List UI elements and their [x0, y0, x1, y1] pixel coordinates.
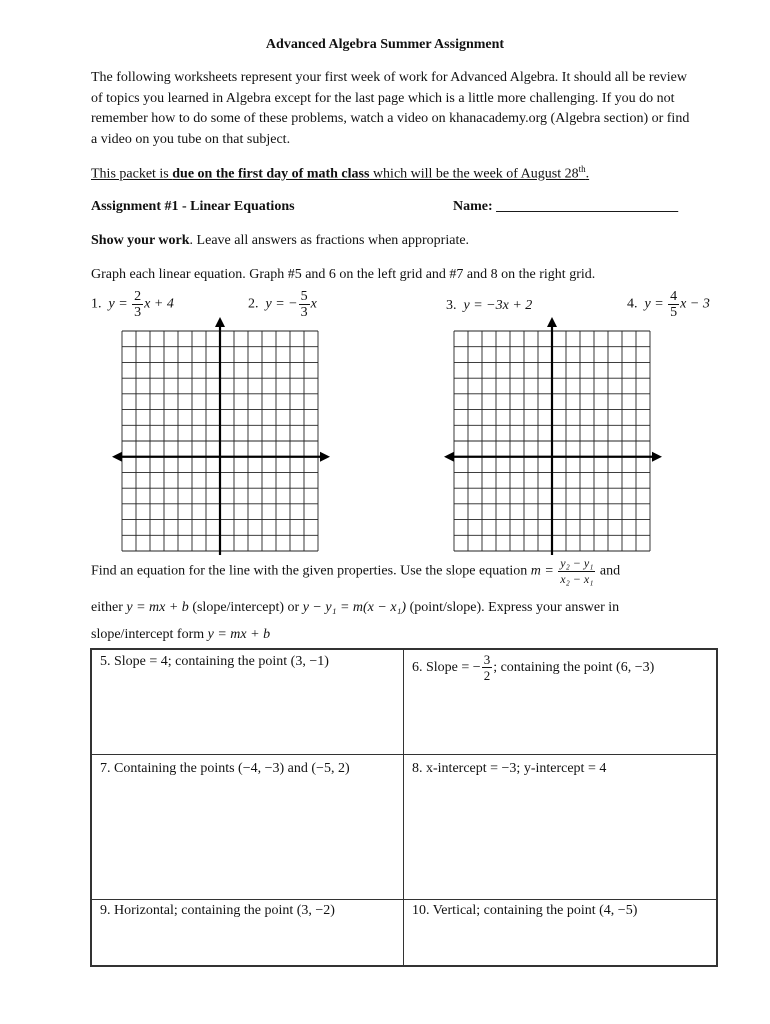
- intro-paragraph: [91, 68, 751, 150]
- y-axis-arrow-icon: [215, 317, 225, 327]
- problem-7-cell[interactable]: [91, 754, 404, 900]
- show-work-instruction: Show your work. Leave all answers as fractions when appropriate.: [91, 233, 470, 248]
- problem-10-cell[interactable]: [403, 899, 717, 966]
- intro-line: a video on you tube on that subject.: [91, 131, 291, 147]
- x-axis-left-arrow-icon: [444, 452, 454, 462]
- x-axis-right-arrow-icon: [652, 452, 662, 462]
- problem-10-text: 10. Vertical; containing the point (4, −5): [412, 903, 638, 918]
- graph-problem-2: 2. y = − $\frac{5}{3}$ x: [248, 289, 317, 320]
- find-equation-instruction: Find an equation for the line with the given properties. Use the slope equation m = $\frac{\text{y₂ − y₁}}{\text{x₂ − x₁}}$ and: [91, 556, 621, 586]
- page-title: Advanced Algebra Summer Assignment: [265, 37, 505, 52]
- problem-5-cell[interactable]: [91, 649, 404, 755]
- assignment-title: Assignment #1 - Linear Equations: [91, 199, 295, 214]
- graph-instruction: Graph each linear equation. Graph #5 and 6 on the left grid and #7 and 8 on the right grid.: [91, 267, 596, 282]
- name-label: Name:: [453, 199, 497, 214]
- intro-line: The following worksheets represent your first week of work for Advanced Algebra. It should all be review: [91, 70, 687, 85]
- due-notice: This packet is due on the first day of math class which will be the week of August 28th.: [91, 164, 590, 182]
- name-field[interactable]: [453, 199, 678, 215]
- x-axis-right-arrow-icon: [320, 452, 330, 462]
- x-axis-left-arrow-icon: [112, 452, 122, 462]
- slope-intercept-form: slope/intercept form y = mx + b: [91, 627, 271, 642]
- problems-table: [90, 648, 718, 967]
- problem-6-text: 6. Slope = − $\frac{3}{2}$ ; containing the point (6, −3): [412, 652, 655, 683]
- problem-7-text: 7. Containing the points (−4, −3) and (−5, 2): [100, 761, 350, 776]
- problem-5-text: 5. Slope = 4; containing the point (3, −1): [100, 654, 329, 669]
- problem-8-cell[interactable]: [403, 754, 717, 900]
- coordinate-grid-left[interactable]: [112, 315, 332, 557]
- problem-8-text: 8. x-intercept = −3; y-intercept = 4: [412, 761, 607, 776]
- y-axis-arrow-icon: [547, 317, 557, 327]
- problem-9-text: 9. Horizontal; containing the point (3, −2): [100, 903, 335, 918]
- name-line[interactable]: __________________________: [496, 199, 679, 214]
- intro-line: remember how to do some of these problems, watch a video on khanacademy.org (Algebra section) or find: [91, 111, 690, 126]
- equation-forms: either y = mx + b (slope/intercept) or y − y₁ = m(x − x₁) (point/slope). Express your answer in: [91, 600, 620, 615]
- graph-problem-1: 1. y = $\frac{2}{3}$ x + 4: [91, 289, 174, 320]
- problem-9-cell[interactable]: [91, 899, 404, 966]
- graph-problem-3: 3. y = −3x + 2: [446, 298, 533, 313]
- intro-line: of topics you learned in Algebra except for the last page which is a little more challenging. If you do not: [91, 90, 675, 106]
- problem-6-cell[interactable]: [403, 649, 717, 755]
- graph-problem-4: 4. y = $\frac{4}{5}$ x − 3: [627, 289, 710, 320]
- coordinate-grid-right[interactable]: [444, 315, 664, 557]
